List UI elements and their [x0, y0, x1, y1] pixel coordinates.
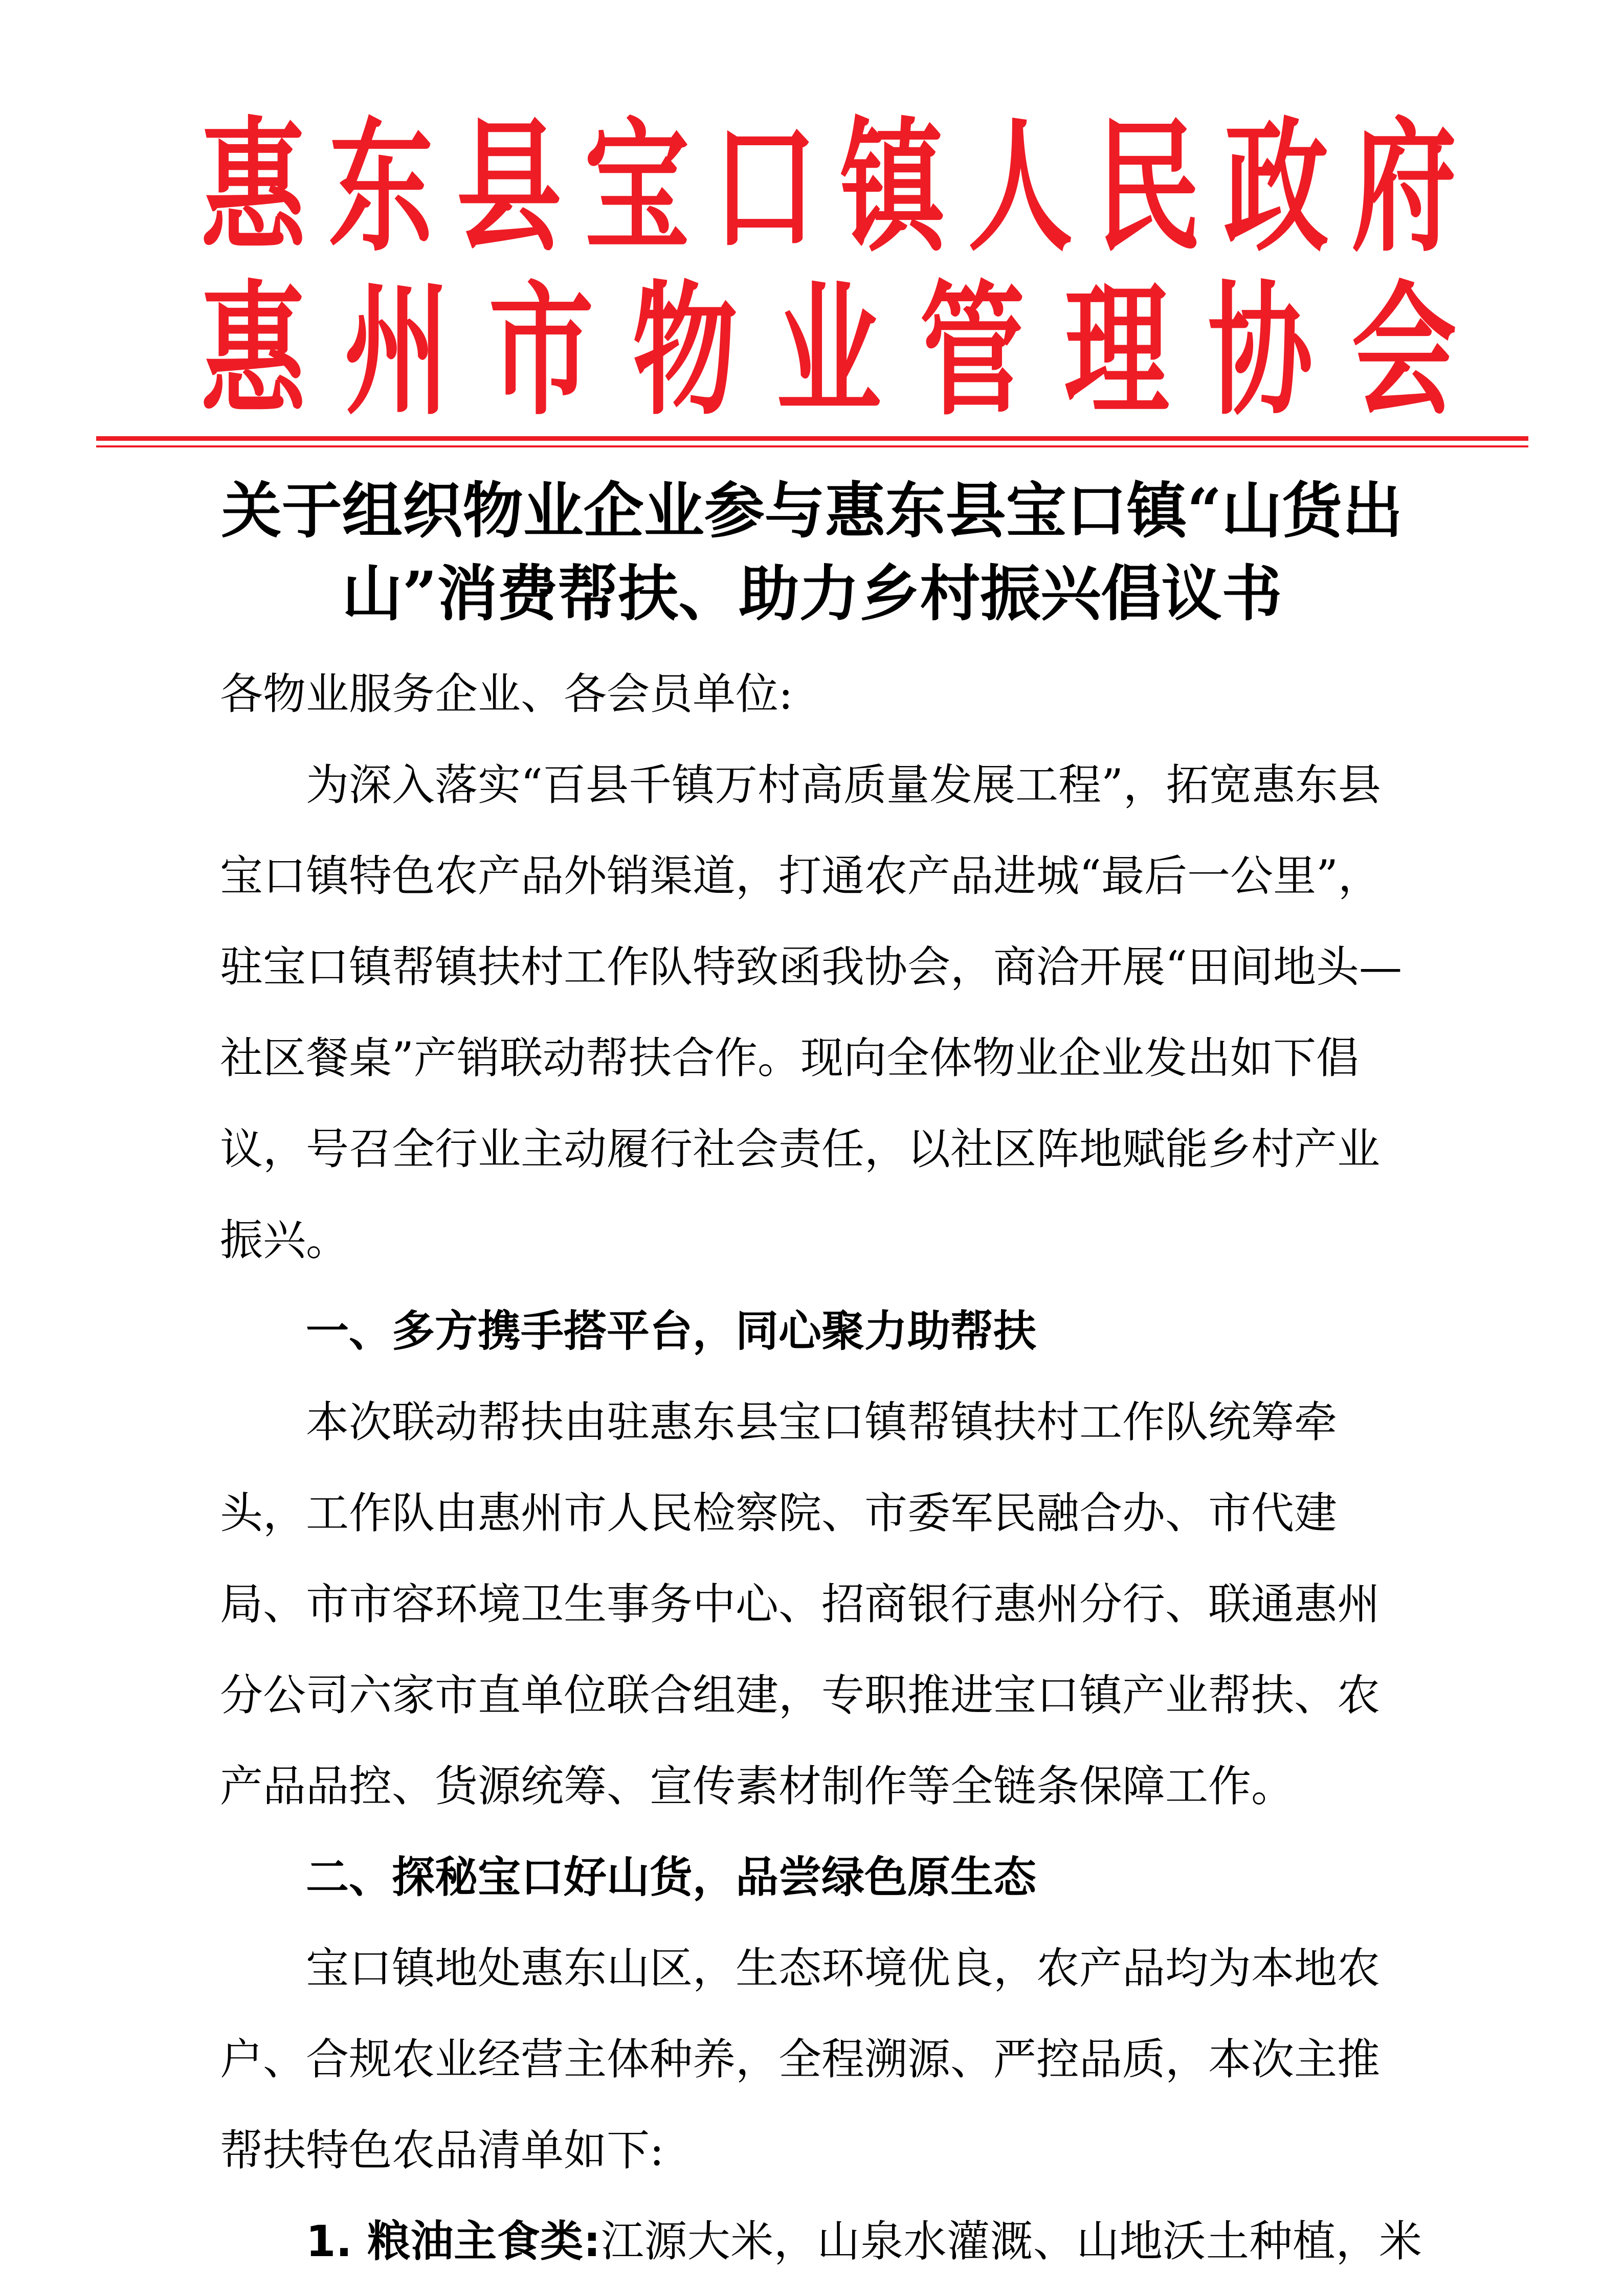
- list-item-1: [220, 2196, 1422, 2287]
- red-rule-thin: [96, 445, 1528, 447]
- masthead-char: 惠: [201, 266, 306, 435]
- section-1-heading: 一、多方携手搭平台，同心聚力助帮扶: [306, 1306, 1037, 1356]
- red-rule-thick: [96, 436, 1528, 441]
- masthead-char: 理: [1064, 266, 1169, 435]
- title-line-1: 关于组织物业企业参与惠东县宝口镇“山货出: [221, 475, 1403, 546]
- masthead-char: 物: [632, 266, 738, 435]
- masthead-government: [189, 102, 1468, 271]
- masthead-char: 县: [456, 102, 562, 271]
- section-2-heading: 二、探秘宝口好山货，品尝绿色原生态: [306, 1852, 1037, 1902]
- masthead-association: [189, 266, 1468, 435]
- masthead-char: 民: [1096, 102, 1201, 271]
- list-item-1-label: 1. 粮油主食类:: [306, 2216, 601, 2266]
- masthead-char: 业: [776, 266, 881, 435]
- title-line-2: 山”消费帮扶、助力乡村振兴倡议书: [342, 558, 1282, 629]
- masthead-char: 口: [712, 102, 817, 271]
- masthead-char: 管: [920, 266, 1025, 435]
- masthead-char: 府: [1351, 102, 1457, 271]
- section-1-paragraph: 本次联动帮扶由驻惠东县宝口镇帮镇扶村工作队统筹牵头，工作队由惠州市人民检察院、市委军民融合办、市代建局、市市容环境卫生事务中心、招商银行惠州分行、联通惠州分公司六家市直单位联合组建，专职推进宝口镇产业帮扶、农产品品控、货源统筹、宣传素材制作等全链条保障工作。: [220, 1397, 1381, 1811]
- masthead-char: 东: [328, 102, 434, 271]
- masthead-char: 惠: [201, 102, 306, 271]
- masthead-char: 宝: [584, 102, 689, 271]
- masthead-char: 镇: [840, 102, 945, 271]
- salutation: 各物业服务企业、各会员单位:: [220, 669, 793, 719]
- masthead-char: 政: [1223, 102, 1329, 271]
- section-2-paragraph: 宝口镇地处惠东山区，生态环境优良，农产品均为本地农户、合规农业经营主体种养，全程溯源、严控品质，本次主推帮扶特色农品清单如下:: [220, 1943, 1381, 2175]
- document-title: [102, 469, 1522, 635]
- document-body: [220, 648, 1422, 2287]
- masthead-char: 州: [344, 266, 450, 435]
- masthead-char: 协: [1208, 266, 1313, 435]
- masthead-char: 人: [968, 102, 1073, 271]
- intro-paragraph: 为深入落实“百县千镇万村高质量发展工程”，拓宽惠东县宝口镇特色农产品外销渠道，打通农产品进城“最后一公里”，驻宝口镇帮镇扶村工作队特致函我协会，商洽开展“田间地头—社区餐桌”产销联动帮扶合作。现向全体物业企业发出如下倡议，号召全行业主动履行社会责任，以社区阵地赋能乡村产业振兴。: [220, 760, 1402, 1265]
- masthead-char: 会: [1351, 266, 1457, 435]
- masthead-char: 市: [488, 266, 593, 435]
- list-item-1-text: 江源大米，山泉水灌溉、山地沃土种植，米: [600, 2216, 1422, 2266]
